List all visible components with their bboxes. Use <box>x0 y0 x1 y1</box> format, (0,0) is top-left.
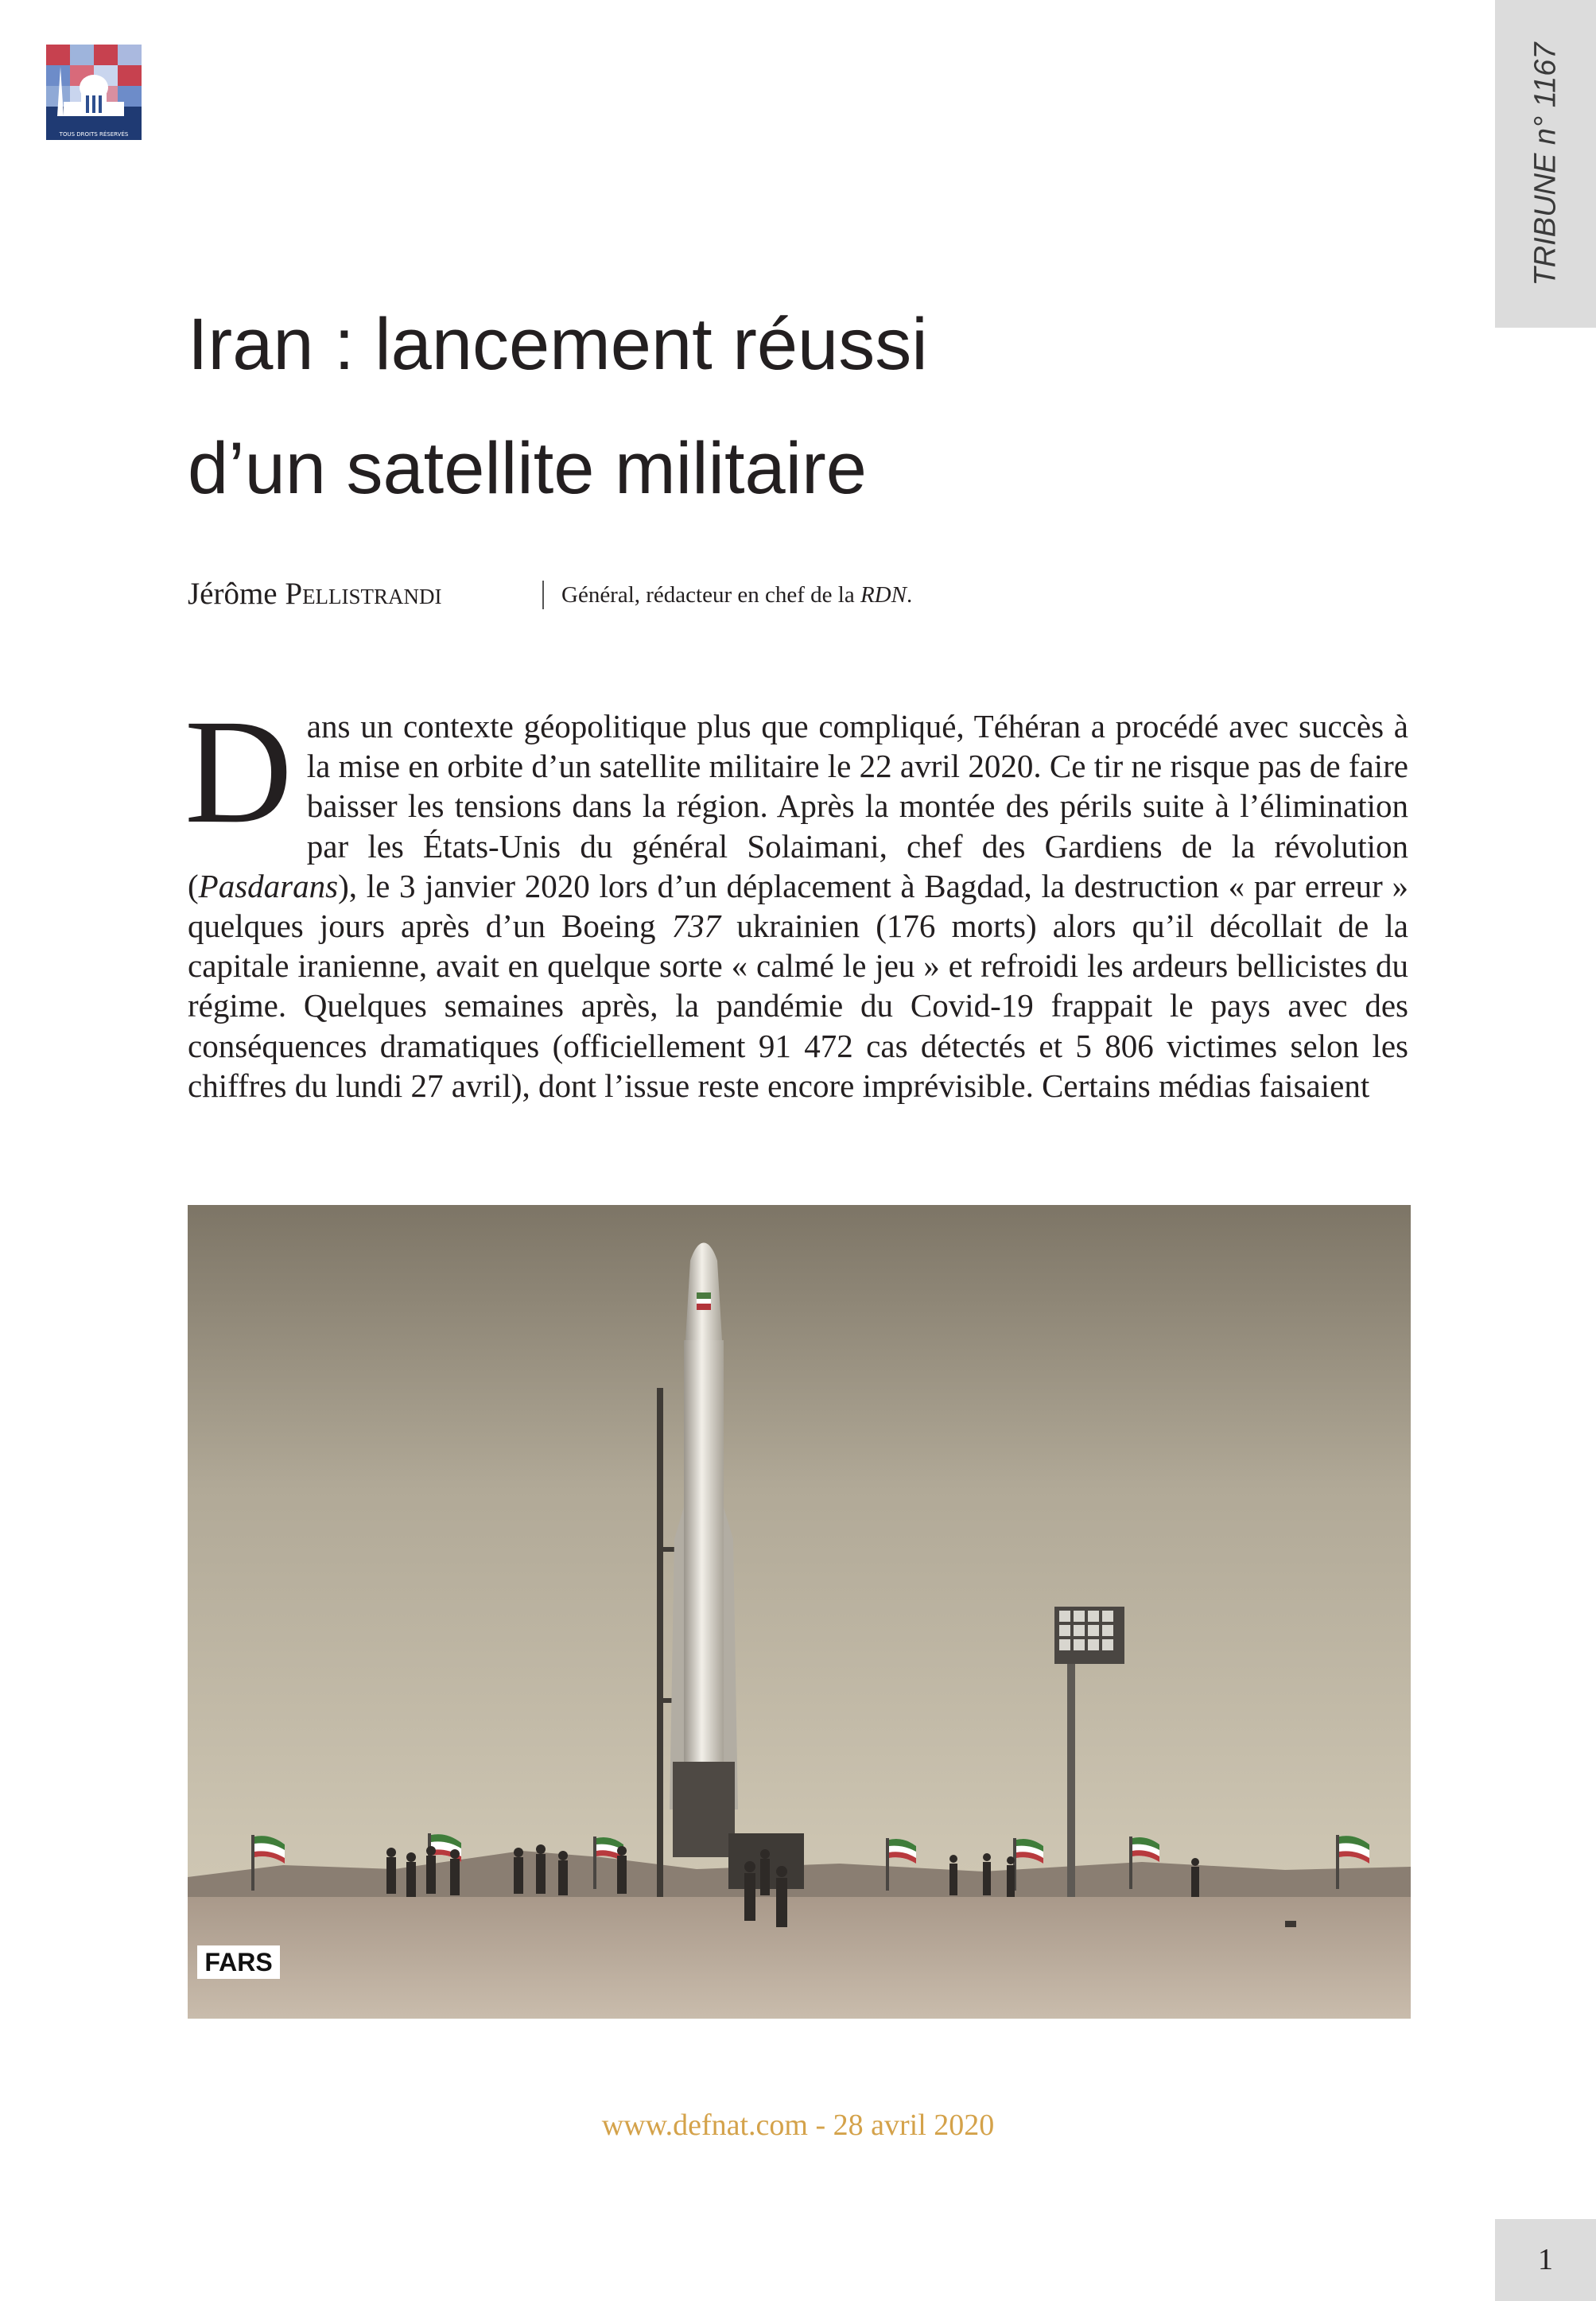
dropcap: D <box>184 688 293 854</box>
author-role <box>561 582 912 608</box>
article-paragraph <box>184 688 1408 1106</box>
paragraph-italic-1: Pasdarans <box>198 867 339 904</box>
author-name <box>188 576 442 612</box>
paragraph-italic-2: 737 <box>671 908 721 945</box>
photo-credit: FARS <box>197 1945 280 1979</box>
logo-caption: TOUS DROITS RÉSERVÉS <box>59 131 129 138</box>
author-last-name: Pellistrandi <box>285 577 442 611</box>
role-publication: RDN <box>860 582 907 608</box>
rocket-launch-photo <box>188 1205 1411 2019</box>
tribune-tab-label-wrapper <box>1495 0 1596 328</box>
author-first-name: Jérôme <box>188 577 278 611</box>
paragraph-part-1: ans un contexte géopolitique plus que compliqué, Téhéran a procédé avec succès à la mise en orbite d’un satellite militaire le 22 avril 2020. Ce tir ne risque pas de faire baisser les tensions dans la région. Après la montée des périls suite à l’élimination par les États-Unis du général Solaimani, chef des Gardiens de la révolution ( <box>188 708 1408 904</box>
paragraph-part-3: ukrainien (176 morts) alors qu’il décollait de la capitale iranienne, avait en quelque sorte « calmé le jeu » et refroidi les ardeurs bellicistes du régime. Quelques semaines après, la pandémie du Covid-19 frappait le pays avec des conséquences dramatiques (officiellement 91 472 cas détectés et 5 806 victimes selon les chiffres du lundi 27 avril), dont l’issue reste encore imprévisible. Certains médias faisaient <box>188 908 1408 1104</box>
title-line-1: Iran : lancement réussi <box>188 304 928 385</box>
title-line-2: d’un satellite militaire <box>188 428 867 509</box>
paragraph-part-2: ), le 3 janvier 2020 lors d’un déplacement à Bagdad, la destruction « par erreur » quelques jours après d’un Boeing <box>188 867 1408 945</box>
footer-url-date: www.defnat.com - 28 avril 2020 <box>601 2109 995 2142</box>
page-number: 1 <box>1538 2243 1553 2276</box>
role-suffix: . <box>906 582 913 608</box>
tribune-number: TRIBUNE n° 1167 <box>1528 42 1563 286</box>
rdn-logo-icon <box>46 45 142 140</box>
byline-divider <box>542 581 544 609</box>
role-prefix: Général, rédacteur en chef de la <box>561 582 855 608</box>
article-title <box>188 282 1380 531</box>
byline <box>188 576 1380 624</box>
